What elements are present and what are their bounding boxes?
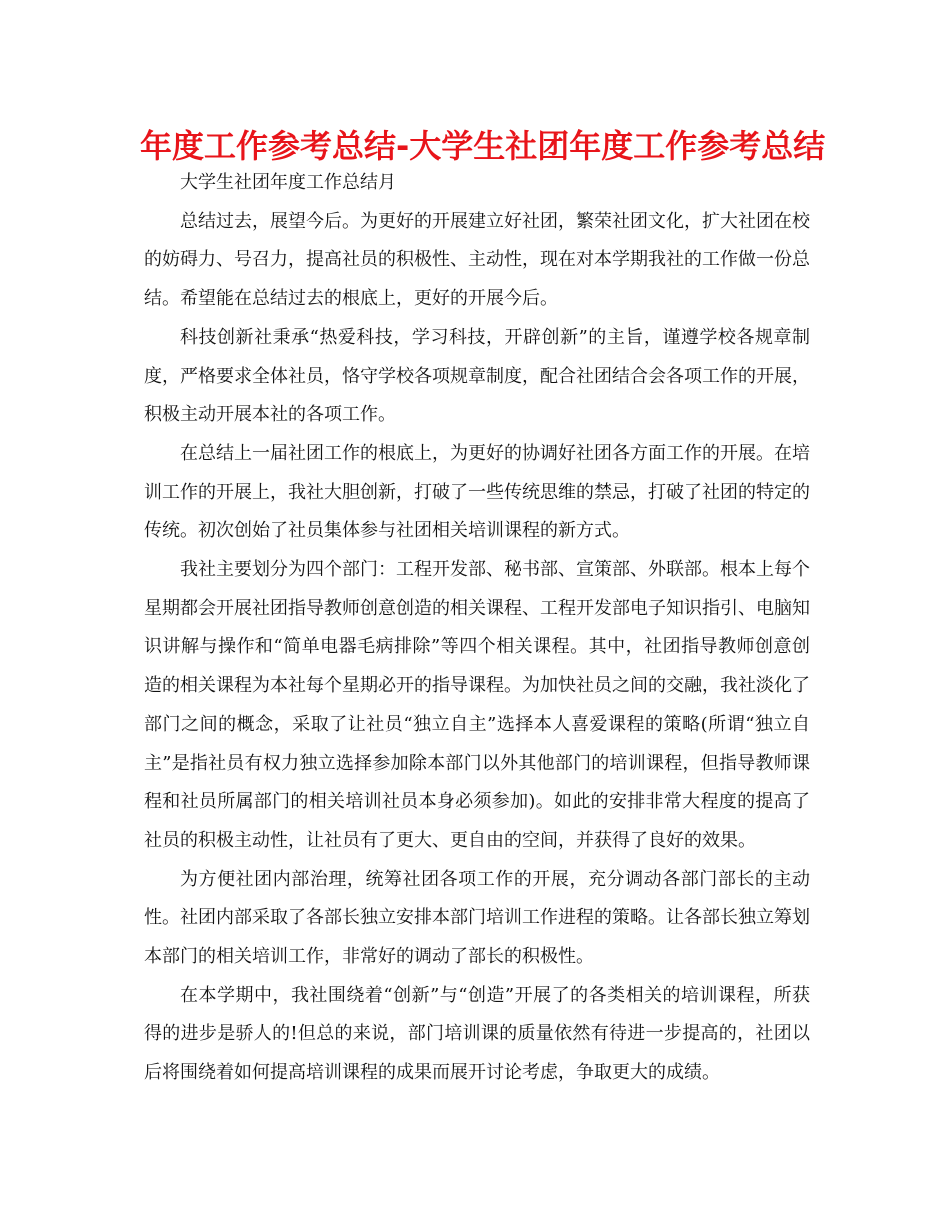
document-body xyxy=(144,164,810,1093)
paragraph: 为方便社团内部治理，统筹社团各项工作的开展，充分调动各部门部长的主动性。社团内部采取了各部长独立安排本部门培训工作进程的策略。让各部长独立筹划本部门的相关培训工作，非常好的调动了部长的积极性。 xyxy=(144,868,810,968)
paragraph: 总结过去，展望今后。为更好的开展建立好社团，繁荣社团文化，扩大社团在校的妨碍力、号召力，提高社员的积极性、主动性，现在对本学期我社的工作做一份总结。希望能在总结过去的根底上，更好的开展今后。 xyxy=(144,210,810,310)
paragraph: 在本学期中，我社围绕着“创新”与“创造”开展了的各类相关的培训课程，所获得的进步是骄人的!但总的来说，部门培训课的质量依然有待进一步提高的，社团以后将围绕着如何提高培训课程的成果而展开讨论考虑，争取更大的成绩。 xyxy=(144,984,810,1084)
paragraph: 我社主要划分为四个部门：工程开发部、秘书部、宣策部、外联部。根本上每个星期都会开展社团指导教师创意创造的相关课程、工程开发部电子知识指引、电脑知识讲解与操作和“简单电器毛病排除”等四个相关课程。其中，社团指导教师创意创造的相关课程为本社每个星期必开的指导课程。为加快社员之间的交融，我社淡化了部门之间的概念，采取了让社员“独立自主”选择本人喜爱课程的策略(所谓“独立自主”是指社员有权力独立选择参加除本部门以外其他部门的培训课程，但指导教师课程和社员所属部门的相关培训社员本身必须参加)。如此的安排非常大程度的提高了社员的积极主动性，让社员有了更大、更自由的空间，并获得了良好的效果。 xyxy=(144,559,810,851)
document-title: 年度工作参考总结-大学生社团年度工作参考总结 xyxy=(140,127,826,165)
paragraph-subtitle: 大学生社团年度工作总结月 xyxy=(180,172,396,193)
paragraph: 科技创新社秉承“热爱科技，学习科技，开辟创新”的主旨，谨遵学校各规章制度，严格要求全体社员，恪守学校各项规章制度，配合社团结合会各项工作的开展，积极主动开展本社的各项工作。 xyxy=(144,326,810,426)
paragraph: 在总结上一届社团工作的根底上，为更好的协调好社团各方面工作的开展。在培训工作的开展上，我社大胆创新，打破了一些传统思维的禁忌，打破了社团的特定的传统。初次创始了社员集体参与社团相关培训课程的新方式。 xyxy=(144,442,810,542)
